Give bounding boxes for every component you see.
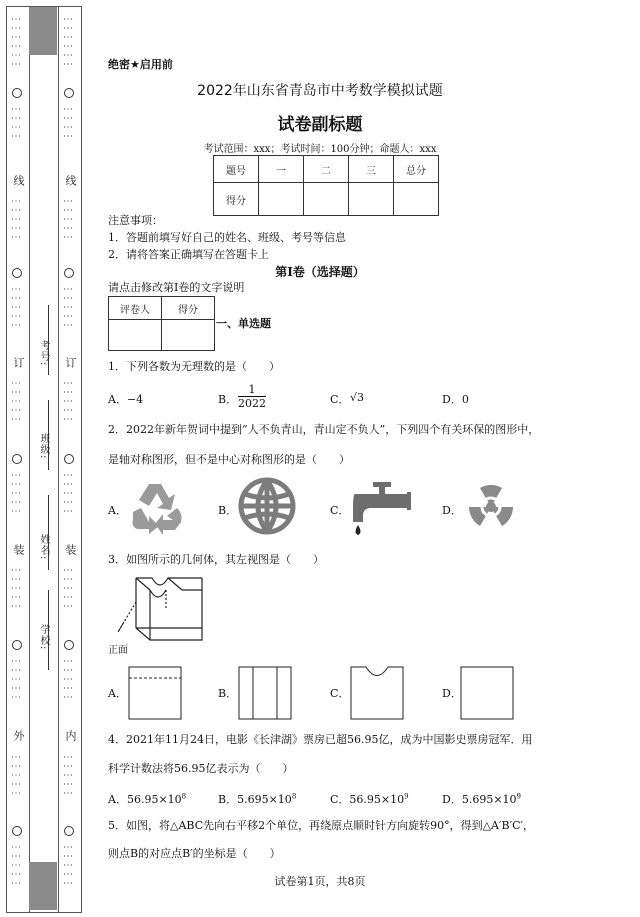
left-dots-1: ⋮⋮⋮⋮⋮⋮ [10, 14, 21, 68]
q4-option-b [218, 791, 296, 807]
q3-option-a-view [128, 666, 182, 720]
recycle-icon [127, 478, 187, 536]
left-dots-9: ⋮⋮⋮⋮⋮ [10, 752, 21, 797]
q3-label-c: C． [330, 687, 350, 700]
grader-cell [162, 320, 215, 351]
notice-item-1: 1．答题前填写好自己的姓名、班级、考号等信息 [108, 231, 346, 244]
option-label: C． [330, 793, 350, 806]
q5-stem-line1: 5．如图，将△ABC先向右平移2个单位，再绕原点顺时针方向旋转90°，得到△A′B′C′， [108, 819, 534, 832]
score-header-cell: 题号 [214, 156, 259, 183]
q1-option-d: D．0 [442, 393, 469, 406]
option-label: A． [108, 793, 127, 806]
fraction-numerator: 1 [238, 383, 266, 397]
left-label-zhuang: 装 [12, 544, 25, 556]
q1-option-b-label: B． [218, 393, 238, 406]
grader-header: 评卷人 [109, 297, 162, 320]
q4-option-d [442, 791, 521, 807]
left-dots-7: ⋮⋮⋮⋮⋮ [10, 565, 21, 610]
score-cell [259, 183, 304, 216]
grader-cell [109, 320, 162, 351]
left-label-xian: 线 [12, 175, 25, 187]
q1-option-b-fraction [238, 383, 266, 410]
left-dots-3: ⋮⋮⋮⋮⋮ [10, 196, 21, 241]
option-exponent: 8 [181, 792, 187, 801]
option-mantissa: 5.695×10 [461, 793, 517, 806]
right-label-zhuang: 装 [64, 544, 77, 556]
q3-option-c-view [350, 666, 404, 720]
score-header-cell: 一 [259, 156, 304, 183]
secret-label: 绝密★启用前 [108, 58, 173, 71]
score-table [213, 155, 439, 216]
q3-stem: 3．如图所示的几何体，其左视图是（ ） [108, 553, 324, 566]
q2-label-c: C． [330, 504, 350, 517]
q1-stem: 1．下列各数为无理数的是（ ） [108, 360, 280, 373]
notice-item-2: 2．请将答案正确填写在答题卡上 [108, 248, 269, 261]
left-dots-4: ⋮⋮⋮⋮⋮ [10, 284, 21, 329]
right-dots-7: ⋮⋮⋮⋮⋮ [62, 565, 73, 610]
right-dots-6: ⋮⋮⋮⋮⋮ [62, 470, 73, 515]
option-mantissa: 56.95×10 [126, 793, 182, 806]
score-header-cell: 总分 [394, 156, 439, 183]
section-title: 第I卷（选择题） [275, 265, 365, 279]
q2-label-a: A． [108, 504, 127, 517]
right-circle-5 [64, 826, 74, 836]
score-cell [349, 183, 394, 216]
q1-option-a: A．−4 [108, 393, 144, 406]
globe-icon [237, 476, 297, 536]
q3-option-d-view [460, 666, 514, 720]
option-exponent: 9 [404, 792, 409, 801]
field-kaohao: 考号: [38, 340, 49, 367]
field-xuexiao: 学校: [38, 624, 49, 651]
notice-title: 注意事项： [108, 214, 163, 227]
q3-option-b-view [238, 666, 292, 720]
left-circle-3 [12, 454, 22, 464]
fraction-denominator: 2022 [238, 397, 266, 410]
section-hint: 请点击修改第I卷的文字说明 [108, 281, 245, 294]
exam-subtitle: 试卷副标题 [277, 115, 363, 135]
score-header-cell: 二 [304, 156, 349, 183]
score-cell [394, 183, 439, 216]
radiation-icon [462, 478, 520, 536]
left-dots-2: ⋮⋮⋮⋮ [10, 104, 21, 140]
left-dots-8: ⋮⋮⋮⋮⋮ [10, 656, 21, 701]
right-dots-10: ⋮⋮⋮⋮⋮ [62, 842, 73, 887]
right-dots-8: ⋮⋮⋮⋮⋮ [62, 656, 73, 701]
left-dots-10: ⋮⋮⋮⋮⋮ [10, 842, 21, 887]
option-label: B． [218, 793, 238, 806]
right-label-ding: 订 [64, 357, 77, 369]
right-dots-1: ⋮⋮⋮⋮⋮⋮ [62, 14, 73, 68]
right-dots-4: ⋮⋮⋮⋮⋮ [62, 284, 73, 329]
front-label: 正面 [108, 645, 128, 656]
grader-header: 得分 [162, 297, 215, 320]
grader-table [108, 296, 215, 351]
binding-gray-top [29, 7, 57, 55]
left-circle-5 [12, 826, 22, 836]
q4-option-c [330, 791, 409, 807]
q4-option-a [108, 791, 186, 807]
score-row-label: 得分 [214, 183, 259, 216]
option-mantissa: 56.95×10 [349, 793, 405, 806]
q3-label-a: A． [108, 687, 127, 700]
right-dots-2: ⋮⋮⋮⋮ [62, 104, 73, 140]
q2-label-d: D． [442, 504, 462, 517]
right-dots-5: ⋮⋮⋮⋮⋮ [62, 378, 73, 423]
option-exponent: 9 [516, 792, 522, 801]
right-circle-4 [64, 640, 74, 650]
right-dots-3: ⋮⋮⋮⋮⋮ [62, 196, 73, 241]
field-banji: 班级: [38, 433, 49, 460]
page-footer: 试卷第1页，共8页 [274, 875, 366, 888]
part-title: 一、单选题 [216, 317, 271, 330]
score-header-cell: 三 [349, 156, 394, 183]
right-label-nei: 内 [64, 730, 77, 742]
q4-stem-line1: 4．2021年11月24日，电影《长津湖》票房已超56.95亿，成为中国影史票房冠军．用 [108, 733, 533, 746]
left-dots-5: ⋮⋮⋮⋮⋮ [10, 378, 21, 423]
right-label-xian: 线 [64, 175, 77, 187]
right-dots-9: ⋮⋮⋮⋮⋮ [62, 752, 73, 797]
left-label-ding: 订 [12, 357, 25, 369]
exam-title: 2022年山东省青岛市中考数学模拟试题 [197, 83, 443, 99]
q1-option-c-label: C． [330, 393, 350, 406]
option-mantissa: 5.695×10 [237, 793, 292, 806]
left-circle-4 [12, 640, 22, 650]
q2-stem-line1: 2．2022年新年贺词中提到“人不负青山，青山定不负人”，下列四个有关环保的图形中， [108, 423, 540, 436]
field-xingming: 姓名: [38, 534, 49, 561]
score-cell [304, 183, 349, 216]
option-label: D． [442, 793, 462, 806]
q4-stem-line2: 科学计数法将56.95亿表示为（ ） [108, 762, 294, 775]
q2-label-b: B． [218, 504, 238, 517]
left-label-wai: 外 [12, 730, 25, 742]
q5-stem-line2: 则点B的对应点B′的坐标是（ ） [108, 847, 281, 860]
q2-stem-line2: 是轴对称图形，但不是中心对称图形的是（ ） [108, 453, 350, 466]
faucet-icon [349, 478, 413, 536]
exam-info: 考试范围：xxx；考试时间：100分钟；命题人：xxx [203, 144, 437, 155]
q1-option-c-value: √3 [350, 391, 365, 404]
right-circle-3 [64, 454, 74, 464]
option-exponent: 8 [291, 792, 297, 801]
q3-label-b: B． [218, 687, 238, 700]
q3-label-d: D． [442, 687, 462, 700]
left-dots-6: ⋮⋮⋮⋮⋮ [10, 470, 21, 515]
